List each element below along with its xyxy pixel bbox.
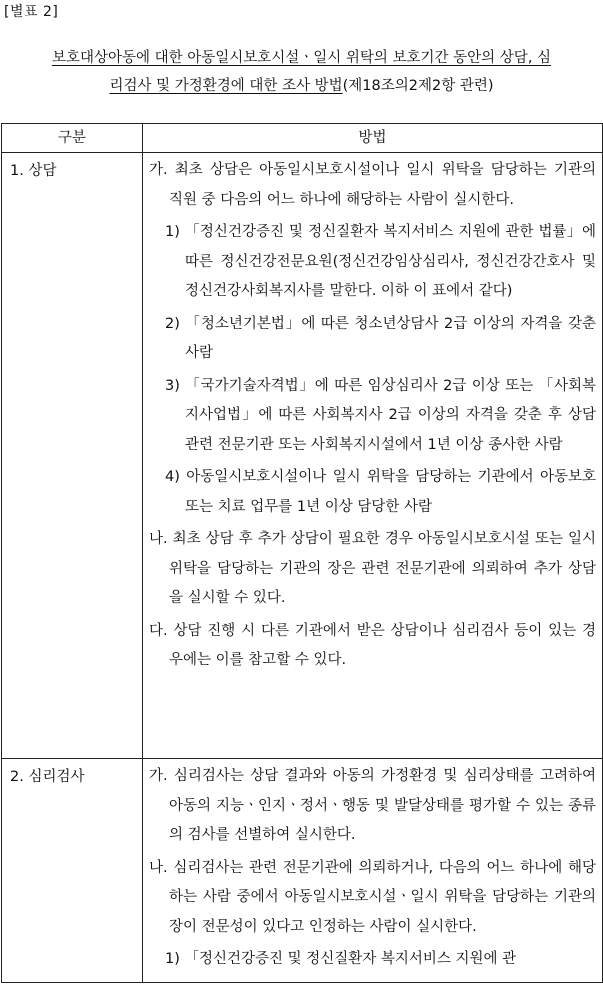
list-item: 2) 「청소년기본법」에 따른 청소년상담사 2급 이상의 자격을 갖춘 사람 bbox=[165, 315, 596, 361]
annex-tag: [별표 2] bbox=[4, 4, 59, 20]
list-item: 3) 「국가기술자격법」에 따른 임상심리사 2급 이상 또는 「사회복지사업법」에 따른 사회복지사 2급 이상의 자격을 갖춘 후 상담 관련 전문기관 또는 사회복지시설에서 1년 이상 종사한 사람 bbox=[165, 377, 596, 453]
list-item: 1) 「정신건강증진 및 정신질환자 복지서비스 지원에 관한 법률」에 따른 정신건강전문요원(정신건강임상심리사, 정신건강간호사 및 정신건강사회복지사를 말한다. 이하 이 표에서 같다) bbox=[165, 224, 596, 299]
row-method bbox=[143, 153, 603, 759]
page-title bbox=[0, 44, 603, 100]
col-header-category: 구분 bbox=[2, 124, 143, 153]
row-category: 1. 상담 bbox=[2, 153, 143, 759]
table-header-row bbox=[2, 124, 603, 153]
list-item: 나. 심리검사는 관련 전문기관에 의뢰하거나, 다음의 어느 하나에 해당하는 사람 중에서 아동일시보호시설ㆍ일시 위탁을 담당하는 기관의 장이 전문성이 있다고 인정하는 사람이 실시한다. bbox=[149, 859, 596, 935]
col-header-method: 방법 bbox=[143, 124, 603, 153]
list-item: 4) 아동일시보호시설이나 일시 위탁을 담당하는 기관에서 아동보호 또는 치료 업무를 1년 이상 담당한 사람 bbox=[165, 469, 596, 515]
list-item: 다. 상담 진행 시 다른 기관에서 받은 상담이나 심리검사 등이 있는 경우에는 이를 참고할 수 있다. bbox=[149, 622, 596, 668]
list-item: 가. 최초 상담은 아동일시보호시설이나 일시 위탁을 담당하는 기관의 직원 중 다음의 어느 하나에 해당하는 사람이 실시한다. bbox=[149, 162, 596, 208]
list-item: 1) 「정신건강증진 및 정신질환자 복지서비스 지원에 관 bbox=[165, 951, 517, 967]
list-item: 가. 심리검사는 상담 결과와 아동의 가정환경 및 심리상태를 고려하여 아동의 지능ㆍ인지ㆍ정서ㆍ행동 및 발달상태를 평가할 수 있는 종류의 검사를 선별하여 실시한다. bbox=[149, 768, 596, 843]
title-reference: (제18조의2제2항 관련) bbox=[342, 78, 494, 94]
table-row bbox=[2, 759, 603, 983]
row-category: 2. 심리검사 bbox=[2, 759, 143, 983]
row-method bbox=[143, 759, 603, 983]
table-row bbox=[2, 153, 603, 759]
title-line-2: 리검사 및 가정환경에 대한 조사 방법 bbox=[109, 78, 343, 94]
method-table bbox=[1, 123, 603, 983]
title-line-1: 보호대상아동에 대한 아동일시보호시설ㆍ일시 위탁의 보호기간 동안의 상담, 심 bbox=[51, 50, 552, 66]
list-item: 나. 최초 상담 후 추가 상담이 필요한 경우 아동일시보호시설 또는 일시 위탁을 담당하는 기관의 장은 관련 전문기관에 의뢰하여 추가 상담을 실시할 수 있다. bbox=[149, 531, 596, 606]
